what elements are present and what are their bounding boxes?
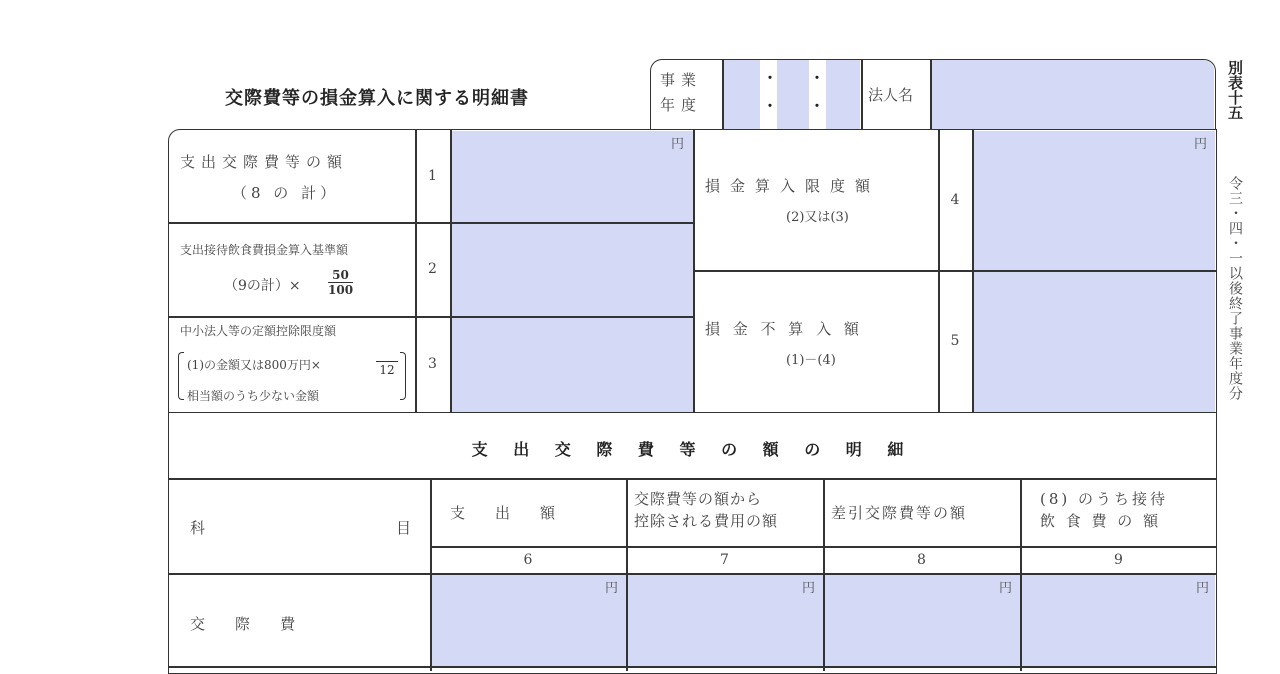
date-separator: ・: [810, 99, 824, 115]
col7-number: 7: [720, 552, 729, 568]
fiscal-year-label: 事業 年度: [660, 71, 703, 114]
corporation-name-label: 法人名: [868, 86, 914, 104]
col9-header: (8) のうち接待 飲 食 費 の 額: [1040, 490, 1169, 530]
col7-header: 交際費等の額から 控除される費用の額: [634, 490, 779, 530]
yen-unit: 円: [999, 581, 1013, 596]
row5-amount-field[interactable]: [974, 272, 1215, 412]
row2-number: 2: [428, 261, 437, 277]
row1-amount-field[interactable]: [452, 131, 693, 222]
date-separator: ・: [763, 71, 777, 87]
row5-sublabel: (1)－(4): [786, 353, 836, 368]
row5-label: 損 金 不 算 入 額: [705, 320, 863, 338]
row2-amount-field[interactable]: [452, 224, 693, 316]
form-number-label: 別表十五: [1226, 60, 1244, 120]
row3-sublabel-1: (1)の金額又は800万円×: [187, 358, 321, 372]
row2-fraction: 50 100: [328, 268, 354, 297]
entertainment-row-label: 交 際 費: [190, 615, 296, 633]
col9-number: 9: [1114, 552, 1123, 568]
row2-sublabel: （9の計）×: [224, 278, 301, 294]
yen-unit: 円: [671, 137, 685, 152]
entertainment-col7-field[interactable]: [628, 575, 823, 666]
applicable-period-label: 令三・四・一以後終了事業年度分: [1227, 176, 1243, 401]
row4-label: 損金算入限度額: [705, 177, 881, 195]
yen-unit: 円: [1194, 137, 1208, 152]
detail-heading: 支 出 交 際 費 等 の 額 の 明 細: [471, 440, 914, 459]
row2-label: 支出接待飲食費損金算入基準額: [180, 243, 349, 257]
row1-number: 1: [428, 168, 437, 184]
entertainment-col8-field[interactable]: [825, 575, 1020, 666]
subject-header-1: 科: [190, 519, 206, 537]
yen-unit: 円: [605, 581, 619, 596]
yen-unit: 円: [802, 581, 816, 596]
fiscal-year-end-field[interactable]: [826, 60, 860, 129]
row3-label: 中小法人等の定額控除限度額: [180, 324, 337, 338]
row5-number: 5: [950, 333, 960, 349]
row4-number: 4: [950, 192, 960, 208]
row3-amount-field[interactable]: [452, 318, 693, 412]
date-separator: ・: [810, 71, 824, 87]
row1-label: 支出交際費等の額: [180, 153, 349, 171]
date-separator: ・: [763, 99, 777, 115]
fiscal-year-start-field[interactable]: [724, 60, 760, 129]
left-bracket: [178, 352, 184, 400]
corporation-name-field[interactable]: [932, 60, 1214, 129]
row4-amount-field[interactable]: [974, 131, 1215, 270]
entertainment-col6-field[interactable]: [432, 575, 626, 666]
col6-number: 6: [523, 552, 533, 568]
form-title: 交際費等の損金算入に関する明細書: [225, 88, 529, 109]
yen-unit: 円: [1196, 581, 1210, 596]
row1-sublabel: （8 の 計）: [232, 184, 340, 202]
col6-header: 支 出 額: [450, 504, 556, 522]
entertainment-col9-field[interactable]: [1022, 575, 1215, 666]
col8-header: 差引交際費等の額: [831, 504, 968, 522]
right-bracket: [400, 352, 406, 400]
row3-number: 3: [428, 356, 437, 372]
row3-sublabel-2: 相当額のうち少ない金額: [187, 389, 320, 403]
fiscal-year-mid-field[interactable]: [777, 60, 809, 129]
row4-sublabel: (2)又は(3): [786, 210, 849, 225]
row3-fraction: 12: [376, 352, 398, 376]
col8-number: 8: [917, 552, 926, 568]
subject-header-2: 目: [396, 519, 412, 537]
